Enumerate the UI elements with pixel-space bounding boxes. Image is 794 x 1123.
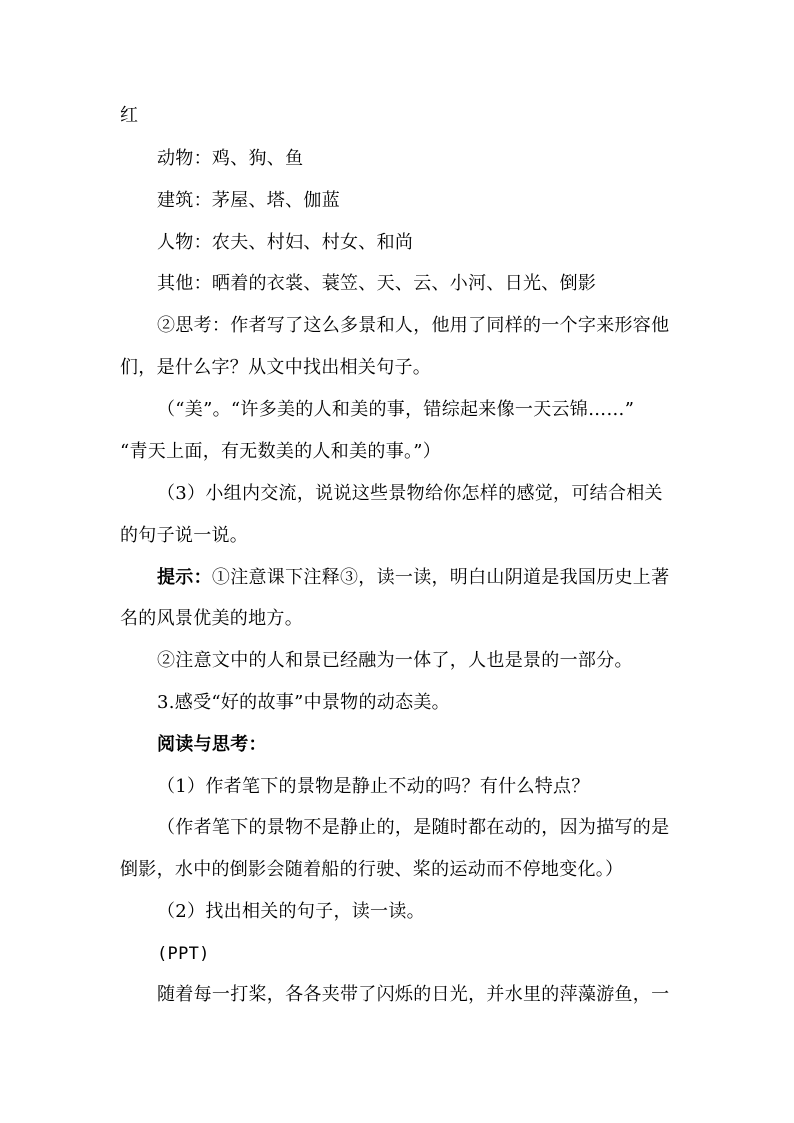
text-line-tip-cont: 名的风景优美的地方。 xyxy=(120,608,303,629)
text-line-group-discuss-cont: 的句子说一说。 xyxy=(120,525,249,546)
text-line-question-1: （1）作者笔下的景物是静止不动的吗？有什么特点？ xyxy=(157,776,590,797)
text-line-quote: 随着每一打桨，各各夹带了闪烁的日光，并水里的萍藻游鱼，一 xyxy=(157,984,670,1005)
text-line-read-think: 阅读与思考： xyxy=(157,734,267,755)
text-line-group-discuss: （3）小组内交流，说说这些景物给你怎样的感觉，可结合相关 xyxy=(157,483,663,504)
text-line-buildings: 建筑：茅屋、塔、伽蓝 xyxy=(157,190,340,211)
text-line-1: 红 xyxy=(120,105,139,126)
text-line-answer-1: （作者笔下的景物不是静止的，是随时都在动的，因为描写的是 xyxy=(157,817,670,838)
text-line-think: ②思考：作者写了这么多景和人，他用了同样的一个字来形容他 xyxy=(157,315,670,336)
text-line-note2: ②注意文中的人和景已经融为一体了，人也是景的一部分。 xyxy=(157,650,633,671)
text-line-animals: 动物：鸡、狗、鱼 xyxy=(157,148,304,169)
text-line-tip xyxy=(157,566,717,590)
text-line-section-3: 3.感受“好的故事”中景物的动态美。 xyxy=(157,692,450,713)
text-line-answer: （“美”。“许多美的人和美的事，错综起来像一天云锦……” xyxy=(157,399,635,420)
tip-text: ①注意课下注释③，读一读，明白山阴道是我国历史上著 xyxy=(211,567,670,588)
text-line-ppt: (PPT) xyxy=(157,944,210,964)
tip-label: 提示： xyxy=(157,567,212,588)
text-line-think-cont: 们，是什么字？从文中找出相关句子。 xyxy=(120,357,432,378)
text-line-answer-1-cont: 倒影，水中的倒影会随着船的行驶、桨的运动而不停地变化。） xyxy=(120,859,624,880)
text-line-answer-cont: “青天上面，有无数美的人和美的事。”） xyxy=(120,441,442,462)
text-line-question-2: （2）找出相关的句子，读一读。 xyxy=(157,901,425,922)
text-line-people: 人物：农夫、村妇、村女、和尚 xyxy=(157,232,414,253)
text-line-others: 其他：晒着的衣裳、蓑笠、天、云、小河、日光、倒影 xyxy=(157,273,597,294)
